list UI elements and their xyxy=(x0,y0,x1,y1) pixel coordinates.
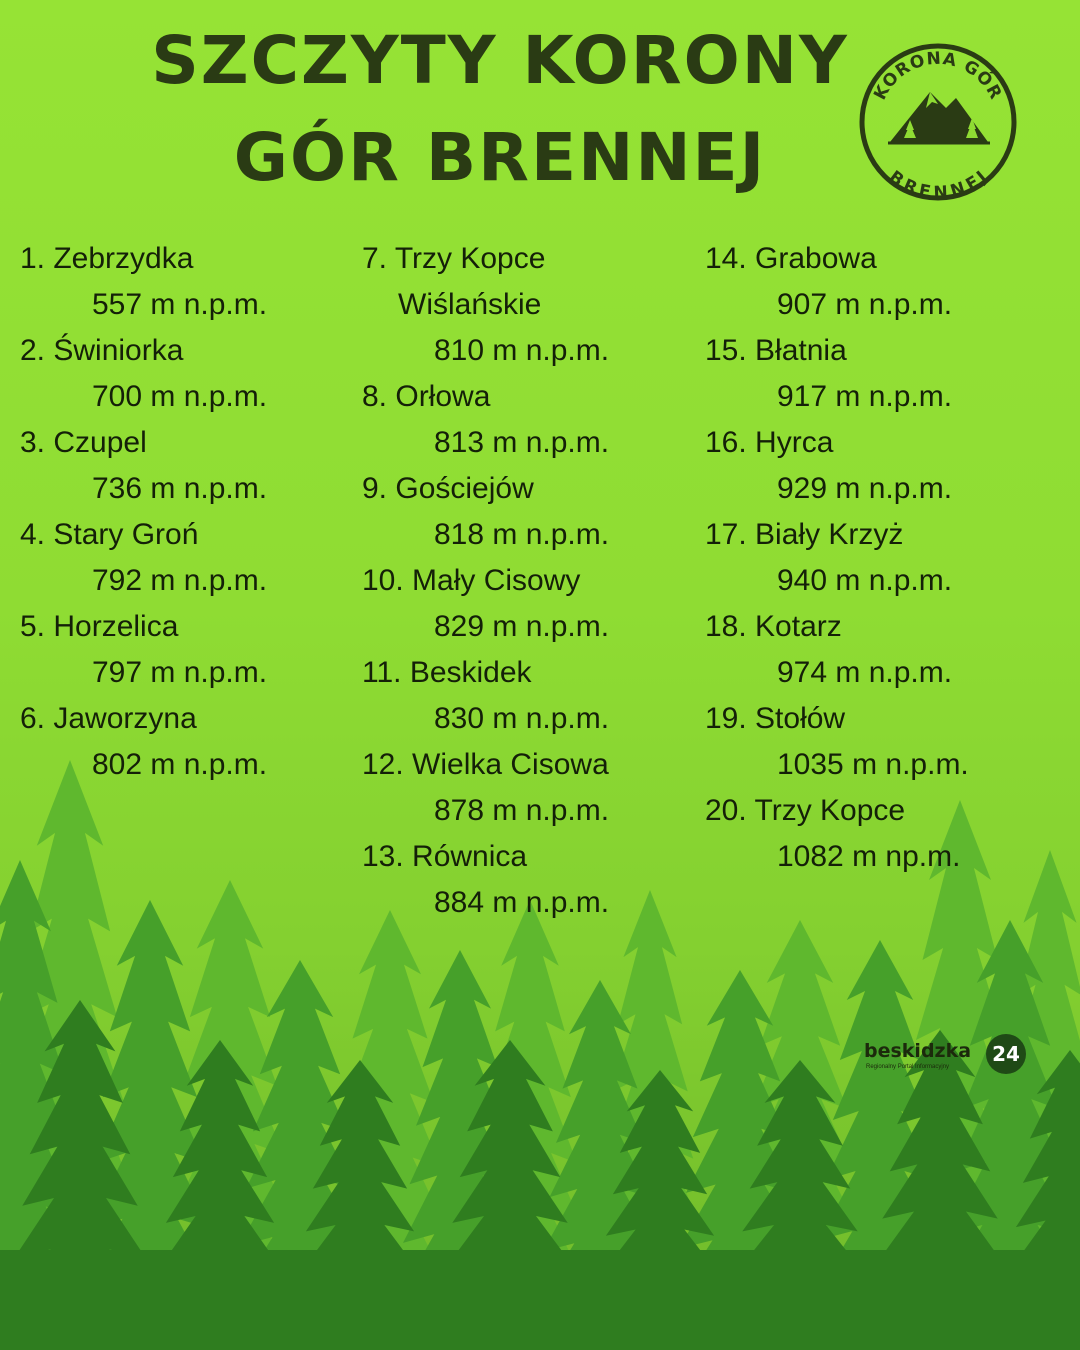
peak-name: 17. Biały Krzyż xyxy=(705,518,904,551)
svg-text:BRENNEJ xyxy=(885,167,992,202)
peak-name: 18. Kotarz xyxy=(705,610,842,643)
peak-name: 9. Gościejów xyxy=(362,472,534,505)
peak-name: 11. Beskidek xyxy=(362,656,532,689)
list-item xyxy=(362,236,702,374)
list-item xyxy=(362,742,702,834)
peak-elevation: 830 m n.p.m. xyxy=(434,702,610,735)
peak-elevation: 792 m n.p.m. xyxy=(92,564,268,597)
korona-gor-brennej-badge xyxy=(858,42,1018,202)
peak-name: 6. Jaworzyna xyxy=(20,702,197,735)
list-item xyxy=(705,328,1045,420)
list-item xyxy=(20,236,360,328)
peak-name: 13. Równica xyxy=(362,840,528,873)
list-item xyxy=(362,650,702,742)
list-item xyxy=(362,834,702,926)
peak-elevation: 797 m n.p.m. xyxy=(92,656,268,689)
peak-name: 1. Zebrzydka xyxy=(20,242,194,275)
peak-elevation: 940 m n.p.m. xyxy=(777,564,953,597)
peak-elevation: 557 m n.p.m. xyxy=(92,288,268,321)
peak-elevation: 884 m n.p.m. xyxy=(434,886,610,919)
logo-number-badge: 24 xyxy=(986,1034,1026,1074)
list-item xyxy=(705,512,1045,604)
list-item xyxy=(20,604,360,696)
badge-bottom-text: BRENNEJ xyxy=(885,166,992,202)
list-item xyxy=(362,374,702,466)
peak-elevation: 802 m n.p.m. xyxy=(92,748,268,781)
peak-name: 3. Czupel xyxy=(20,426,147,459)
peak-elevation: 974 m n.p.m. xyxy=(777,656,953,689)
list-item xyxy=(705,788,1045,880)
list-item xyxy=(705,420,1045,512)
list-item xyxy=(705,604,1045,696)
title-line-2: GÓR BRENNEJ xyxy=(233,119,767,196)
peak-name: 16. Hyrca xyxy=(705,426,834,459)
badge-top-text: KORONA GÓR xyxy=(870,48,1006,104)
peak-name: 7. Trzy Kopce xyxy=(362,242,546,275)
peak-name: 14. Grabowa xyxy=(705,242,877,275)
list-item xyxy=(705,236,1045,328)
peak-name: 8. Orłowa xyxy=(362,380,491,413)
logo-text: beskidzka xyxy=(864,1040,972,1062)
list-item xyxy=(20,328,360,420)
peak-elevation: 917 m n.p.m. xyxy=(777,380,953,413)
peaks-column-1 xyxy=(20,236,360,788)
peaks-column-3 xyxy=(705,236,1045,880)
peak-name: 10. Mały Cisowy xyxy=(362,564,581,597)
peak-elevation: 810 m n.p.m. xyxy=(434,334,610,367)
logo-tagline: Regionalny Portal Informacyjny xyxy=(866,1064,950,1070)
peak-elevation: 818 m n.p.m. xyxy=(434,518,610,551)
peak-name: 15. Błatnia xyxy=(705,334,847,367)
peak-name: 19. Stołów xyxy=(705,702,846,735)
list-item xyxy=(362,466,702,558)
list-item xyxy=(20,512,360,604)
peak-elevation: 829 m n.p.m. xyxy=(434,610,610,643)
peaks-column-2 xyxy=(362,236,702,926)
svg-text:KORONA GÓR xyxy=(870,49,1006,104)
peak-name: 2. Świniorka xyxy=(20,334,184,367)
peak-elevation: 878 m n.p.m. xyxy=(434,794,610,827)
peak-name: 5. Horzelica xyxy=(20,610,179,643)
peak-elevation: 1035 m n.p.m. xyxy=(777,748,969,781)
peak-name-continuation: Wiślańskie xyxy=(398,288,542,321)
beskidzka24-logo xyxy=(864,1034,1034,1084)
forest-ground xyxy=(0,1250,1080,1350)
peak-elevation: 736 m n.p.m. xyxy=(92,472,268,505)
list-item xyxy=(20,696,360,788)
title-line-1: SZCZYTY KORONY xyxy=(151,22,849,99)
peak-name: 20. Trzy Kopce xyxy=(705,794,906,827)
peak-elevation: 1082 m np.m. xyxy=(777,840,961,873)
peak-name: 4. Stary Groń xyxy=(20,518,199,551)
list-item xyxy=(705,696,1045,788)
peak-elevation: 907 m n.p.m. xyxy=(777,288,953,321)
list-item xyxy=(362,558,702,650)
peak-elevation: 813 m n.p.m. xyxy=(434,426,610,459)
peak-elevation: 929 m n.p.m. xyxy=(777,472,953,505)
peak-name: 12. Wielka Cisowa xyxy=(362,748,609,781)
list-item xyxy=(20,420,360,512)
mountain-icon xyxy=(888,92,990,143)
peak-elevation: 700 m n.p.m. xyxy=(92,380,268,413)
